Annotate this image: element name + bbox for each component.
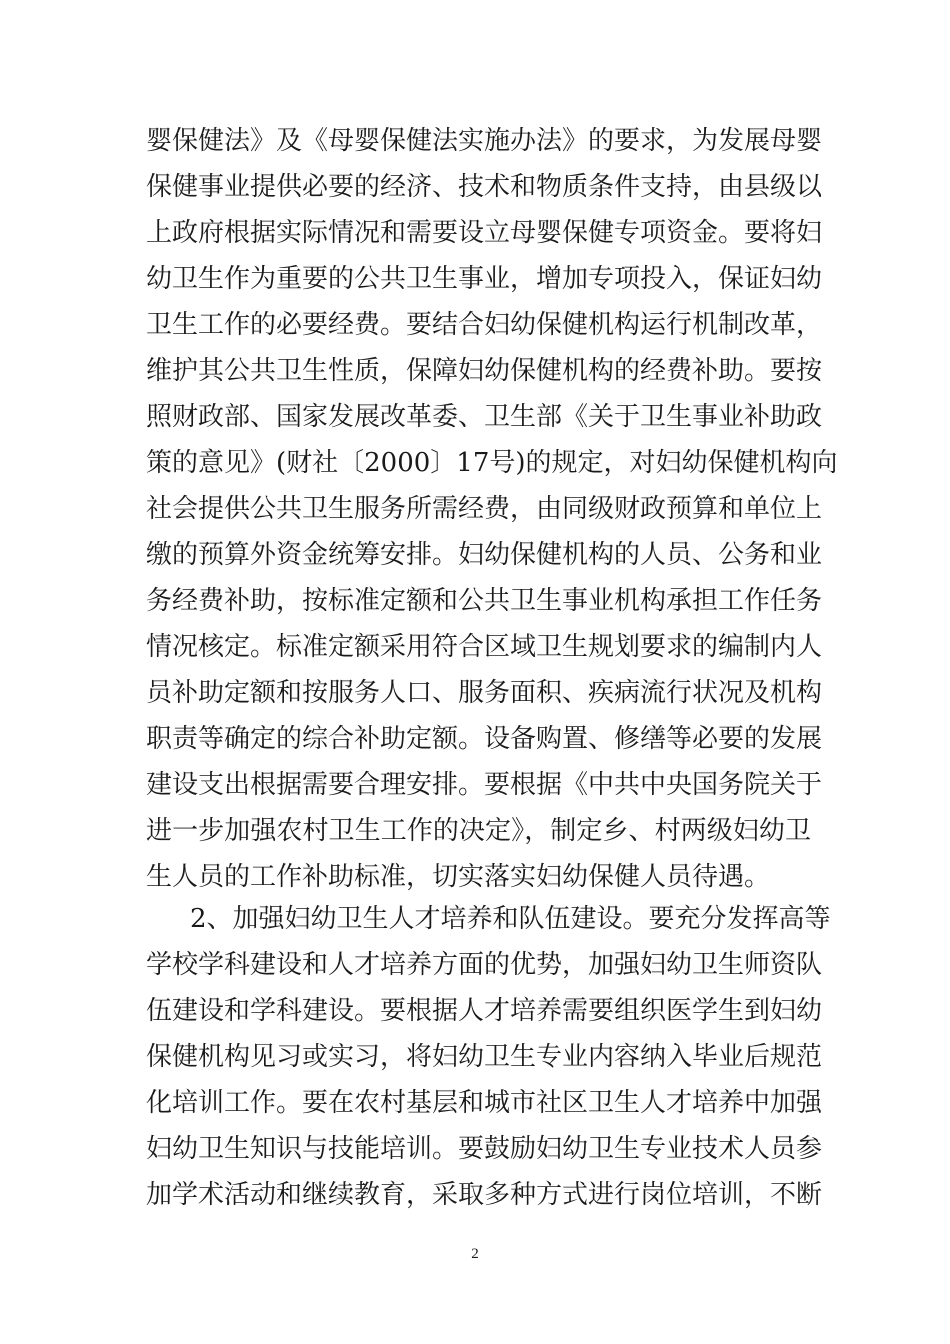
paragraph-line: 卫生工作的必要经费。要结合妇幼保健机构运行机制改革， bbox=[146, 310, 823, 340]
page-number: 2 bbox=[471, 1246, 479, 1262]
paragraph-line: 上政府根据实际情况和需要设立母婴保健专项资金。要将妇 bbox=[146, 218, 823, 248]
paragraph-line: 生人员的工作补助标准，切实落实妇幼保健人员待遇。 bbox=[146, 862, 771, 892]
paragraph-line: 幼卫生作为重要的公共卫生事业，增加专项投入，保证妇幼 bbox=[146, 264, 823, 294]
paragraph-line: 化培训工作。要在农村基层和城市社区卫生人才培养中加强 bbox=[146, 1088, 823, 1118]
paragraph-line: 保健事业提供必要的经济、技术和物质条件支持，由县级以 bbox=[146, 172, 823, 202]
paragraph-1 bbox=[146, 118, 838, 900]
paragraph-line: 社会提供公共卫生服务所需经费，由同级财政预算和单位上 bbox=[146, 494, 823, 524]
paragraph-line: 2、加强妇幼卫生人才培养和队伍建设。要充分发挥高等 bbox=[190, 904, 831, 934]
paragraph-line: 学校学科建设和人才培养方面的优势，加强妇幼卫生师资队 bbox=[146, 950, 823, 980]
paragraph-line: 加学术活动和继续教育，采取多种方式进行岗位培训，不断 bbox=[146, 1180, 823, 1210]
paragraph-line: 保健机构见习或实习，将妇幼卫生专业内容纳入毕业后规范 bbox=[146, 1042, 823, 1072]
paragraph-line: 缴的预算外资金统筹安排。妇幼保健机构的人员、公务和业 bbox=[146, 540, 823, 570]
paragraph-line: 进一步加强农村卫生工作的决定》，制定乡、村两级妇幼卫 bbox=[146, 816, 811, 846]
paragraph-line: 伍建设和学科建设。要根据人才培养需要组织医学生到妇幼 bbox=[146, 996, 823, 1026]
paragraph-line: 员补助定额和按服务人口、服务面积、疾病流行状况及机构 bbox=[146, 678, 823, 708]
paragraph-line: 照财政部、国家发展改革委、卫生部《关于卫生事业补助政 bbox=[146, 402, 823, 432]
paragraph-line: 维护其公共卫生性质，保障妇幼保健机构的经费补助。要按 bbox=[146, 356, 823, 386]
paragraph-line: 情况核定。标准定额采用符合区域卫生规划要求的编制内人 bbox=[146, 632, 823, 662]
paragraph-line: 务经费补助，按标准定额和公共卫生事业机构承担工作任务 bbox=[146, 586, 823, 616]
paragraph-2 bbox=[146, 896, 831, 1218]
paragraph-line: 策的意见》(财社〔2000〕17号)的规定，对妇幼保健机构向 bbox=[146, 448, 838, 478]
paragraph-line: 建设支出根据需要合理安排。要根据《中共中央国务院关于 bbox=[146, 770, 823, 800]
paragraph-line: 婴保健法》及《母婴保健法实施办法》的要求，为发展母婴 bbox=[146, 126, 823, 156]
paragraph-line: 职责等确定的综合补助定额。设备购置、修缮等必要的发展 bbox=[146, 724, 823, 754]
paragraph-line: 妇幼卫生知识与技能培训。要鼓励妇幼卫生专业技术人员参 bbox=[146, 1134, 823, 1164]
